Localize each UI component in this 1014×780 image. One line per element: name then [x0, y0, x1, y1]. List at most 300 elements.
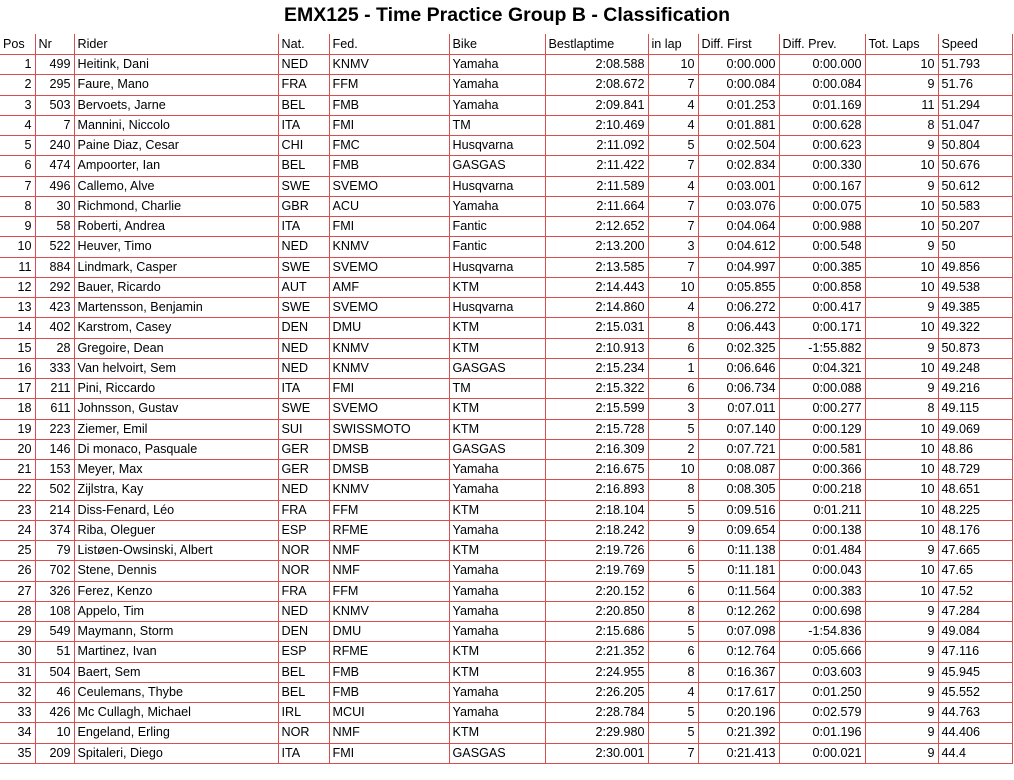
- cell-bestlaptime: 2:24.955: [545, 662, 648, 682]
- cell-in-lap: 1: [648, 358, 698, 378]
- cell-speed: 48.86: [938, 439, 1012, 459]
- table-header-row: [0, 34, 1012, 55]
- cell-nr: 504: [35, 662, 74, 682]
- cell-fed: SVEMO: [329, 298, 449, 318]
- cell-nat: NED: [278, 237, 329, 257]
- cell-nat: IRL: [278, 703, 329, 723]
- cell-fed: KNMV: [329, 338, 449, 358]
- cell-pos: 24: [0, 520, 35, 540]
- cell-nr: 240: [35, 136, 74, 156]
- cell-speed: 45.552: [938, 682, 1012, 702]
- cell-tot-laps: 10: [865, 156, 938, 176]
- table-row: [0, 723, 1012, 743]
- cell-speed: 49.538: [938, 277, 1012, 297]
- cell-diff-first: 0:11.564: [698, 581, 779, 601]
- cell-fed: FMI: [329, 115, 449, 135]
- cell-in-lap: 4: [648, 115, 698, 135]
- cell-nat: FRA: [278, 500, 329, 520]
- cell-diff-prev: 0:04.321: [779, 358, 865, 378]
- classification-table: [0, 34, 1013, 764]
- cell-pos: 34: [0, 723, 35, 743]
- cell-nat: BEL: [278, 95, 329, 115]
- cell-tot-laps: 9: [865, 642, 938, 662]
- cell-fed: FMI: [329, 217, 449, 237]
- cell-in-lap: 5: [648, 622, 698, 642]
- cell-in-lap: 10: [648, 460, 698, 480]
- cell-fed: RFME: [329, 520, 449, 540]
- cell-diff-first: 0:02.504: [698, 136, 779, 156]
- cell-speed: 51.047: [938, 115, 1012, 135]
- table-row: [0, 298, 1012, 318]
- cell-nr: 503: [35, 95, 74, 115]
- header-rider: Rider: [74, 34, 278, 55]
- cell-rider: Karstrom, Casey: [74, 318, 278, 338]
- cell-diff-prev: 0:02.579: [779, 703, 865, 723]
- cell-rider: Listøen-Owsinski, Albert: [74, 541, 278, 561]
- cell-in-lap: 4: [648, 176, 698, 196]
- cell-bike: Yamaha: [449, 520, 545, 540]
- cell-tot-laps: 10: [865, 217, 938, 237]
- table-row: [0, 541, 1012, 561]
- cell-fed: FFM: [329, 500, 449, 520]
- cell-pos: 22: [0, 480, 35, 500]
- cell-bike: KTM: [449, 399, 545, 419]
- table-row: [0, 136, 1012, 156]
- cell-nr: 426: [35, 703, 74, 723]
- cell-diff-first: 0:05.855: [698, 277, 779, 297]
- table-row: [0, 642, 1012, 662]
- cell-rider: Mannini, Niccolo: [74, 115, 278, 135]
- table-row: [0, 95, 1012, 115]
- cell-diff-first: 0:07.011: [698, 399, 779, 419]
- cell-fed: FFM: [329, 581, 449, 601]
- cell-nr: 549: [35, 622, 74, 642]
- cell-nat: ITA: [278, 743, 329, 763]
- cell-speed: 47.116: [938, 642, 1012, 662]
- cell-rider: Lindmark, Casper: [74, 257, 278, 277]
- cell-rider: Richmond, Charlie: [74, 196, 278, 216]
- cell-fed: SVEMO: [329, 176, 449, 196]
- cell-pos: 8: [0, 196, 35, 216]
- cell-in-lap: 6: [648, 541, 698, 561]
- cell-diff-prev: 0:00.548: [779, 237, 865, 257]
- cell-fed: SVEMO: [329, 399, 449, 419]
- cell-rider: Johnsson, Gustav: [74, 399, 278, 419]
- cell-bike: Yamaha: [449, 703, 545, 723]
- cell-fed: DMU: [329, 318, 449, 338]
- header-nr: Nr: [35, 34, 74, 55]
- cell-speed: 44.406: [938, 723, 1012, 743]
- cell-bike: KTM: [449, 318, 545, 338]
- cell-rider: Zijlstra, Kay: [74, 480, 278, 500]
- cell-diff-first: 0:17.617: [698, 682, 779, 702]
- cell-in-lap: 4: [648, 95, 698, 115]
- cell-diff-prev: 0:00.043: [779, 561, 865, 581]
- cell-fed: FMB: [329, 95, 449, 115]
- cell-nat: NED: [278, 601, 329, 621]
- cell-bike: Fantic: [449, 237, 545, 257]
- header-bike: Bike: [449, 34, 545, 55]
- cell-fed: KNMV: [329, 55, 449, 75]
- cell-bike: Yamaha: [449, 55, 545, 75]
- cell-speed: 48.651: [938, 480, 1012, 500]
- cell-fed: FFM: [329, 75, 449, 95]
- cell-nat: DEN: [278, 318, 329, 338]
- cell-diff-prev: 0:00.171: [779, 318, 865, 338]
- header-diff-first: Diff. First: [698, 34, 779, 55]
- header-diff-prev: Diff. Prev.: [779, 34, 865, 55]
- cell-fed: KNMV: [329, 237, 449, 257]
- cell-nat: CHI: [278, 136, 329, 156]
- cell-diff-first: 0:21.413: [698, 743, 779, 763]
- cell-in-lap: 4: [648, 682, 698, 702]
- cell-in-lap: 5: [648, 419, 698, 439]
- cell-bike: KTM: [449, 642, 545, 662]
- cell-speed: 47.665: [938, 541, 1012, 561]
- cell-tot-laps: 9: [865, 662, 938, 682]
- table-row: [0, 237, 1012, 257]
- cell-pos: 13: [0, 298, 35, 318]
- cell-speed: 49.322: [938, 318, 1012, 338]
- cell-nat: NED: [278, 358, 329, 378]
- cell-speed: 49.115: [938, 399, 1012, 419]
- cell-bestlaptime: 2:29.980: [545, 723, 648, 743]
- cell-bestlaptime: 2:20.152: [545, 581, 648, 601]
- cell-speed: 49.216: [938, 379, 1012, 399]
- cell-pos: 4: [0, 115, 35, 135]
- cell-nr: 702: [35, 561, 74, 581]
- cell-nr: 499: [35, 55, 74, 75]
- cell-pos: 11: [0, 257, 35, 277]
- cell-bestlaptime: 2:08.672: [545, 75, 648, 95]
- cell-pos: 23: [0, 500, 35, 520]
- cell-speed: 49.248: [938, 358, 1012, 378]
- cell-tot-laps: 8: [865, 399, 938, 419]
- cell-bike: Yamaha: [449, 601, 545, 621]
- cell-nat: GER: [278, 439, 329, 459]
- cell-diff-prev: 0:01.250: [779, 682, 865, 702]
- cell-fed: FMB: [329, 156, 449, 176]
- cell-nat: BEL: [278, 156, 329, 176]
- cell-tot-laps: 10: [865, 500, 938, 520]
- cell-nr: 146: [35, 439, 74, 459]
- cell-nr: 522: [35, 237, 74, 257]
- cell-bike: Yamaha: [449, 196, 545, 216]
- cell-rider: Roberti, Andrea: [74, 217, 278, 237]
- cell-in-lap: 7: [648, 217, 698, 237]
- cell-diff-prev: 0:03.603: [779, 662, 865, 682]
- cell-fed: KNMV: [329, 358, 449, 378]
- cell-diff-prev: 0:00.277: [779, 399, 865, 419]
- cell-fed: FMC: [329, 136, 449, 156]
- cell-pos: 20: [0, 439, 35, 459]
- cell-pos: 32: [0, 682, 35, 702]
- cell-rider: Martensson, Benjamin: [74, 298, 278, 318]
- table-row: [0, 439, 1012, 459]
- table-row: [0, 419, 1012, 439]
- cell-diff-first: 0:07.140: [698, 419, 779, 439]
- cell-bestlaptime: 2:09.841: [545, 95, 648, 115]
- cell-nat: NOR: [278, 723, 329, 743]
- table-row: [0, 277, 1012, 297]
- cell-tot-laps: 10: [865, 358, 938, 378]
- cell-bestlaptime: 2:11.092: [545, 136, 648, 156]
- cell-in-lap: 5: [648, 703, 698, 723]
- cell-fed: FMB: [329, 682, 449, 702]
- cell-bike: GASGAS: [449, 156, 545, 176]
- cell-nat: NOR: [278, 561, 329, 581]
- cell-speed: 50: [938, 237, 1012, 257]
- cell-tot-laps: 9: [865, 75, 938, 95]
- header-fed: Fed.: [329, 34, 449, 55]
- cell-bike: KTM: [449, 419, 545, 439]
- cell-diff-first: 0:11.138: [698, 541, 779, 561]
- table-row: [0, 318, 1012, 338]
- cell-nr: 402: [35, 318, 74, 338]
- cell-speed: 49.084: [938, 622, 1012, 642]
- cell-bestlaptime: 2:19.769: [545, 561, 648, 581]
- cell-bike: Husqvarna: [449, 257, 545, 277]
- table-row: [0, 75, 1012, 95]
- cell-bike: KTM: [449, 541, 545, 561]
- cell-rider: Pini, Riccardo: [74, 379, 278, 399]
- header-bestlaptime: Bestlaptime: [545, 34, 648, 55]
- cell-nr: 28: [35, 338, 74, 358]
- cell-in-lap: 5: [648, 136, 698, 156]
- cell-nat: NED: [278, 338, 329, 358]
- cell-diff-first: 0:06.646: [698, 358, 779, 378]
- cell-fed: NMF: [329, 541, 449, 561]
- cell-nat: GER: [278, 460, 329, 480]
- cell-diff-prev: 0:00.366: [779, 460, 865, 480]
- cell-in-lap: 3: [648, 237, 698, 257]
- cell-speed: 50.676: [938, 156, 1012, 176]
- cell-in-lap: 4: [648, 298, 698, 318]
- cell-fed: SVEMO: [329, 257, 449, 277]
- cell-bestlaptime: 2:18.104: [545, 500, 648, 520]
- cell-tot-laps: 9: [865, 682, 938, 702]
- cell-tot-laps: 9: [865, 379, 938, 399]
- cell-tot-laps: 10: [865, 439, 938, 459]
- cell-nr: 502: [35, 480, 74, 500]
- cell-tot-laps: 10: [865, 581, 938, 601]
- cell-diff-first: 0:04.997: [698, 257, 779, 277]
- cell-pos: 2: [0, 75, 35, 95]
- cell-nat: NED: [278, 55, 329, 75]
- cell-diff-first: 0:01.253: [698, 95, 779, 115]
- cell-speed: 50.207: [938, 217, 1012, 237]
- cell-diff-first: 0:12.262: [698, 601, 779, 621]
- cell-bestlaptime: 2:16.309: [545, 439, 648, 459]
- cell-rider: Appelo, Tim: [74, 601, 278, 621]
- cell-pos: 16: [0, 358, 35, 378]
- cell-rider: Maymann, Storm: [74, 622, 278, 642]
- cell-fed: KNMV: [329, 601, 449, 621]
- cell-nat: AUT: [278, 277, 329, 297]
- cell-bike: Husqvarna: [449, 136, 545, 156]
- cell-bestlaptime: 2:16.675: [545, 460, 648, 480]
- cell-tot-laps: 10: [865, 520, 938, 540]
- cell-diff-prev: 0:00.698: [779, 601, 865, 621]
- cell-nr: 374: [35, 520, 74, 540]
- cell-pos: 1: [0, 55, 35, 75]
- cell-bike: Fantic: [449, 217, 545, 237]
- cell-diff-first: 0:20.196: [698, 703, 779, 723]
- cell-nat: SWE: [278, 257, 329, 277]
- cell-pos: 21: [0, 460, 35, 480]
- cell-rider: Meyer, Max: [74, 460, 278, 480]
- cell-pos: 27: [0, 581, 35, 601]
- cell-bestlaptime: 2:10.913: [545, 338, 648, 358]
- cell-diff-first: 0:07.721: [698, 439, 779, 459]
- cell-fed: DMSB: [329, 439, 449, 459]
- cell-pos: 9: [0, 217, 35, 237]
- cell-speed: 49.856: [938, 257, 1012, 277]
- cell-bestlaptime: 2:28.784: [545, 703, 648, 723]
- table-row: [0, 196, 1012, 216]
- cell-bike: KTM: [449, 277, 545, 297]
- cell-pos: 26: [0, 561, 35, 581]
- cell-in-lap: 10: [648, 277, 698, 297]
- cell-bestlaptime: 2:19.726: [545, 541, 648, 561]
- cell-bike: KTM: [449, 723, 545, 743]
- cell-diff-prev: 0:00.084: [779, 75, 865, 95]
- cell-diff-first: 0:03.001: [698, 176, 779, 196]
- cell-rider: Riba, Oleguer: [74, 520, 278, 540]
- cell-tot-laps: 9: [865, 743, 938, 763]
- cell-diff-prev: 0:01.196: [779, 723, 865, 743]
- cell-bike: Yamaha: [449, 561, 545, 581]
- cell-bestlaptime: 2:30.001: [545, 743, 648, 763]
- cell-bestlaptime: 2:15.728: [545, 419, 648, 439]
- cell-speed: 51.793: [938, 55, 1012, 75]
- table-row: [0, 399, 1012, 419]
- cell-nr: 211: [35, 379, 74, 399]
- cell-bestlaptime: 2:18.242: [545, 520, 648, 540]
- cell-diff-first: 0:11.181: [698, 561, 779, 581]
- cell-nr: 7: [35, 115, 74, 135]
- cell-fed: RFME: [329, 642, 449, 662]
- cell-speed: 50.873: [938, 338, 1012, 358]
- cell-tot-laps: 10: [865, 55, 938, 75]
- table-row: [0, 257, 1012, 277]
- cell-bestlaptime: 2:15.686: [545, 622, 648, 642]
- cell-nr: 333: [35, 358, 74, 378]
- cell-in-lap: 6: [648, 642, 698, 662]
- cell-tot-laps: 9: [865, 136, 938, 156]
- cell-tot-laps: 9: [865, 622, 938, 642]
- cell-fed: FMI: [329, 743, 449, 763]
- cell-diff-prev: 0:00.383: [779, 581, 865, 601]
- table-row: [0, 358, 1012, 378]
- cell-rider: Engeland, Erling: [74, 723, 278, 743]
- cell-in-lap: 7: [648, 743, 698, 763]
- cell-nr: 30: [35, 196, 74, 216]
- cell-in-lap: 10: [648, 55, 698, 75]
- cell-diff-prev: 0:01.484: [779, 541, 865, 561]
- cell-diff-prev: 0:00.138: [779, 520, 865, 540]
- cell-bestlaptime: 2:26.205: [545, 682, 648, 702]
- cell-diff-prev: 0:00.167: [779, 176, 865, 196]
- cell-nat: ITA: [278, 115, 329, 135]
- cell-bestlaptime: 2:21.352: [545, 642, 648, 662]
- cell-diff-prev: 0:00.088: [779, 379, 865, 399]
- table-row: [0, 520, 1012, 540]
- cell-bike: TM: [449, 379, 545, 399]
- cell-nat: GBR: [278, 196, 329, 216]
- cell-diff-first: 0:09.654: [698, 520, 779, 540]
- cell-diff-prev: 0:00.417: [779, 298, 865, 318]
- cell-diff-prev: 0:00.628: [779, 115, 865, 135]
- cell-in-lap: 8: [648, 480, 698, 500]
- cell-speed: 48.176: [938, 520, 1012, 540]
- cell-nr: 10: [35, 723, 74, 743]
- cell-pos: 31: [0, 662, 35, 682]
- cell-bestlaptime: 2:15.031: [545, 318, 648, 338]
- cell-pos: 14: [0, 318, 35, 338]
- cell-diff-first: 0:06.734: [698, 379, 779, 399]
- cell-fed: AMF: [329, 277, 449, 297]
- cell-nr: 474: [35, 156, 74, 176]
- cell-speed: 47.52: [938, 581, 1012, 601]
- cell-nr: 496: [35, 176, 74, 196]
- cell-speed: 47.65: [938, 561, 1012, 581]
- cell-in-lap: 7: [648, 75, 698, 95]
- cell-bestlaptime: 2:15.599: [545, 399, 648, 419]
- cell-nat: SUI: [278, 419, 329, 439]
- cell-fed: KNMV: [329, 480, 449, 500]
- cell-pos: 33: [0, 703, 35, 723]
- cell-rider: Heuver, Timo: [74, 237, 278, 257]
- cell-diff-prev: 0:00.330: [779, 156, 865, 176]
- cell-fed: NMF: [329, 723, 449, 743]
- cell-speed: 44.763: [938, 703, 1012, 723]
- cell-bestlaptime: 2:12.652: [545, 217, 648, 237]
- cell-nat: SWE: [278, 298, 329, 318]
- cell-rider: Callemo, Alve: [74, 176, 278, 196]
- cell-nr: 108: [35, 601, 74, 621]
- cell-bestlaptime: 2:11.422: [545, 156, 648, 176]
- cell-in-lap: 8: [648, 601, 698, 621]
- cell-tot-laps: 9: [865, 298, 938, 318]
- cell-diff-prev: 0:00.988: [779, 217, 865, 237]
- cell-in-lap: 6: [648, 581, 698, 601]
- cell-diff-first: 0:00.000: [698, 55, 779, 75]
- cell-diff-prev: 0:00.000: [779, 55, 865, 75]
- cell-rider: Ziemer, Emil: [74, 419, 278, 439]
- cell-bike: Yamaha: [449, 480, 545, 500]
- cell-fed: FMB: [329, 662, 449, 682]
- cell-nr: 46: [35, 682, 74, 702]
- table-row: [0, 561, 1012, 581]
- table-row: [0, 176, 1012, 196]
- cell-in-lap: 5: [648, 561, 698, 581]
- cell-pos: 15: [0, 338, 35, 358]
- cell-pos: 17: [0, 379, 35, 399]
- cell-diff-first: 0:08.087: [698, 460, 779, 480]
- cell-speed: 51.76: [938, 75, 1012, 95]
- cell-bike: KTM: [449, 662, 545, 682]
- cell-rider: Faure, Mano: [74, 75, 278, 95]
- cell-diff-first: 0:21.392: [698, 723, 779, 743]
- cell-diff-prev: 0:00.385: [779, 257, 865, 277]
- cell-rider: Bervoets, Jarne: [74, 95, 278, 115]
- cell-diff-first: 0:09.516: [698, 500, 779, 520]
- cell-rider: Baert, Sem: [74, 662, 278, 682]
- cell-in-lap: 6: [648, 379, 698, 399]
- cell-nr: 423: [35, 298, 74, 318]
- cell-tot-laps: 8: [865, 115, 938, 135]
